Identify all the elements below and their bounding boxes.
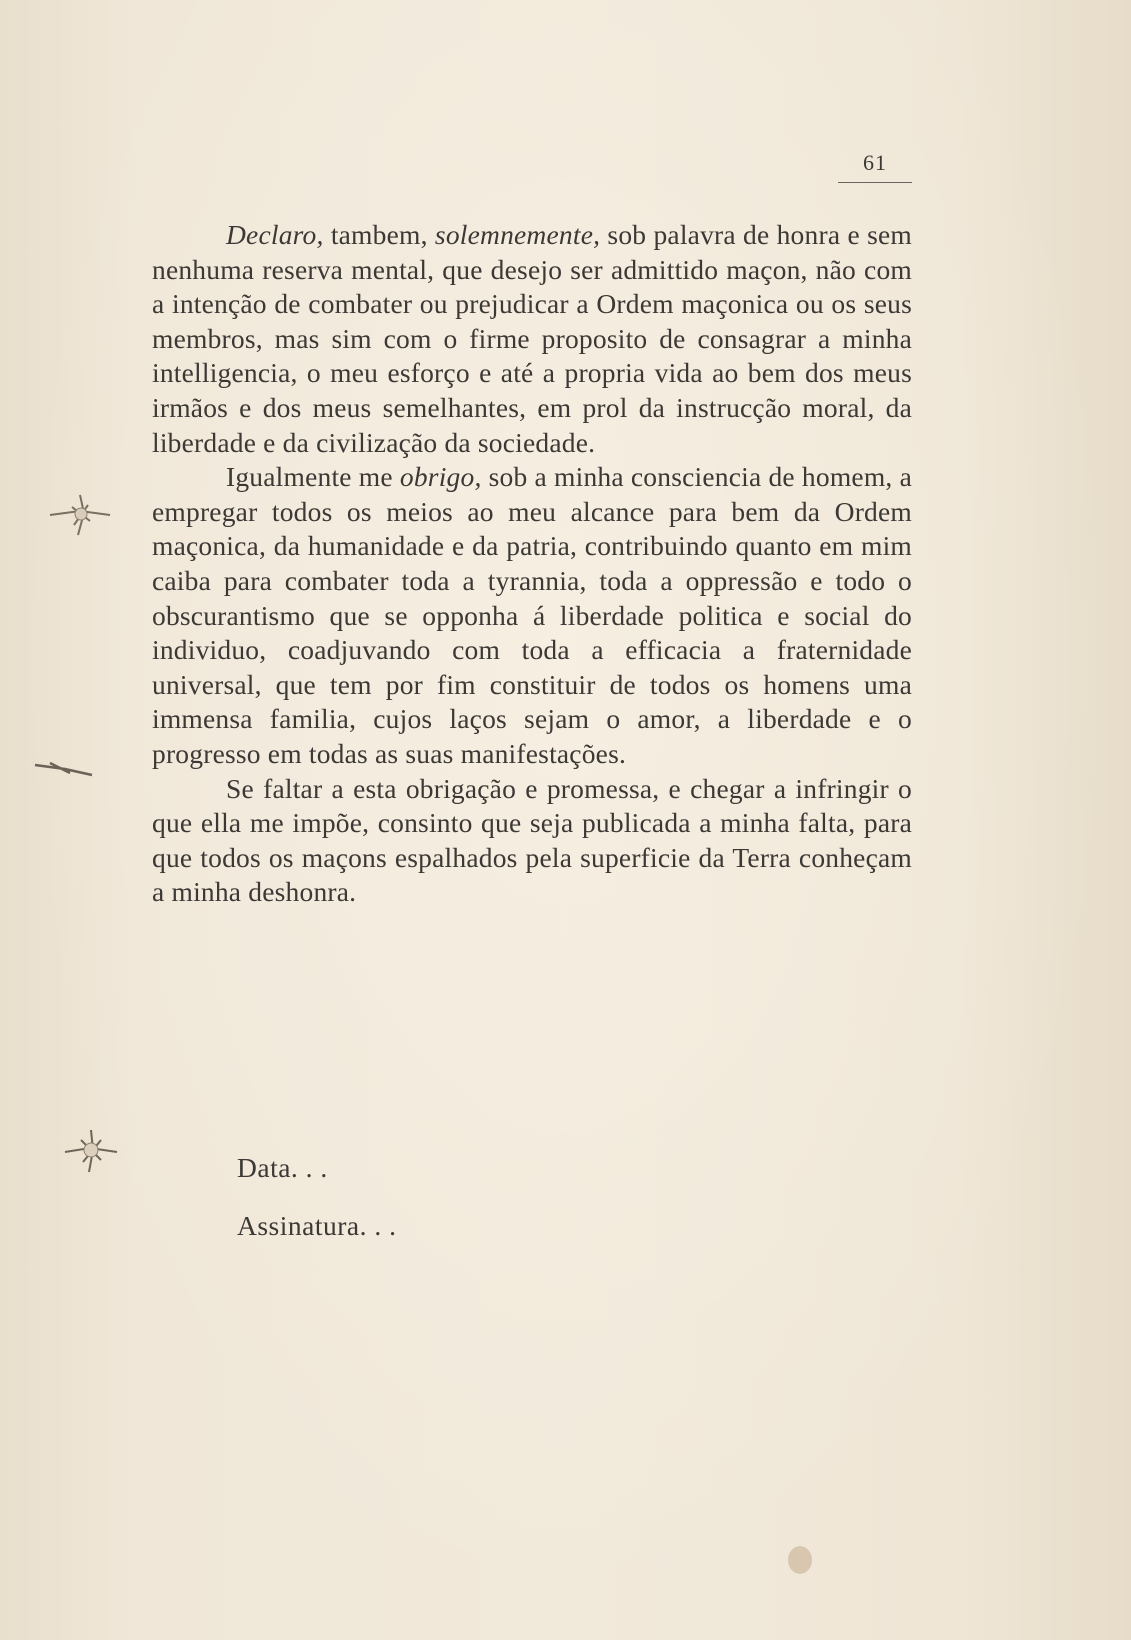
text-segment: sob a minha consciencia de homem, a empregar todos os meios ao meu alcance para bem da Ordem maçonica, da humanidade e da patria, contribuindo quanto em mim caiba para combater toda a tyrannia, toda a oppressão e todo o obscurantismo que se opponha á liberdade politica e social do individuo, coadjuvando com toda a efficacia a fraternidade universal, que tem por fim constituir de todos os homens uma immensa familia, cujos laços sejam o amor, a liberdade e o progresso em todas as suas manifestações.	[152, 461, 912, 769]
binding-hole-mark	[30, 755, 100, 785]
text-segment: Igualmente me	[226, 461, 400, 493]
text-segment: sob palavra de honra e sem nenhuma reserva mental, que desejo ser admittido maçon, não com a intenção de combater ou prejudicar a Ordem maçonica ou os seus membros, mas sim com o firme proposito de consagrar a minha intelligencia, o meu esforço e até a propria vida ao bem dos meus irmãos e dos meus semelhantes, em prol da instrucção moral, da liberdade e da civilização da sociedade.	[152, 219, 913, 458]
body-text	[152, 218, 912, 910]
signature-line: Assinatura. . .	[237, 1210, 397, 1241]
paper-stain	[780, 1540, 820, 1580]
binding-hole-mark	[55, 1120, 125, 1180]
text-segment: Se faltar a esta obrigação e promessa, e chegar a infringir o que ella me impõe, consinto que seja publicada a minha falta, para que todos os maçons espalhados pela superficie da Terra conheçam a minha deshonra.	[152, 772, 912, 908]
text-segment: Declaro,	[226, 219, 324, 250]
text-segment: tambem,	[323, 219, 435, 250]
date-line: Data. . .	[237, 1152, 328, 1183]
page-number: 61	[863, 150, 887, 175]
text-segment: solemnemente,	[434, 219, 601, 250]
text-segment: obrigo,	[399, 461, 482, 493]
binding-hole-mark	[40, 485, 120, 545]
paragraph-obligation	[152, 460, 912, 771]
paragraph-penalty	[152, 772, 912, 910]
paragraph-declaration	[152, 218, 912, 460]
page-number-rule	[838, 182, 912, 183]
